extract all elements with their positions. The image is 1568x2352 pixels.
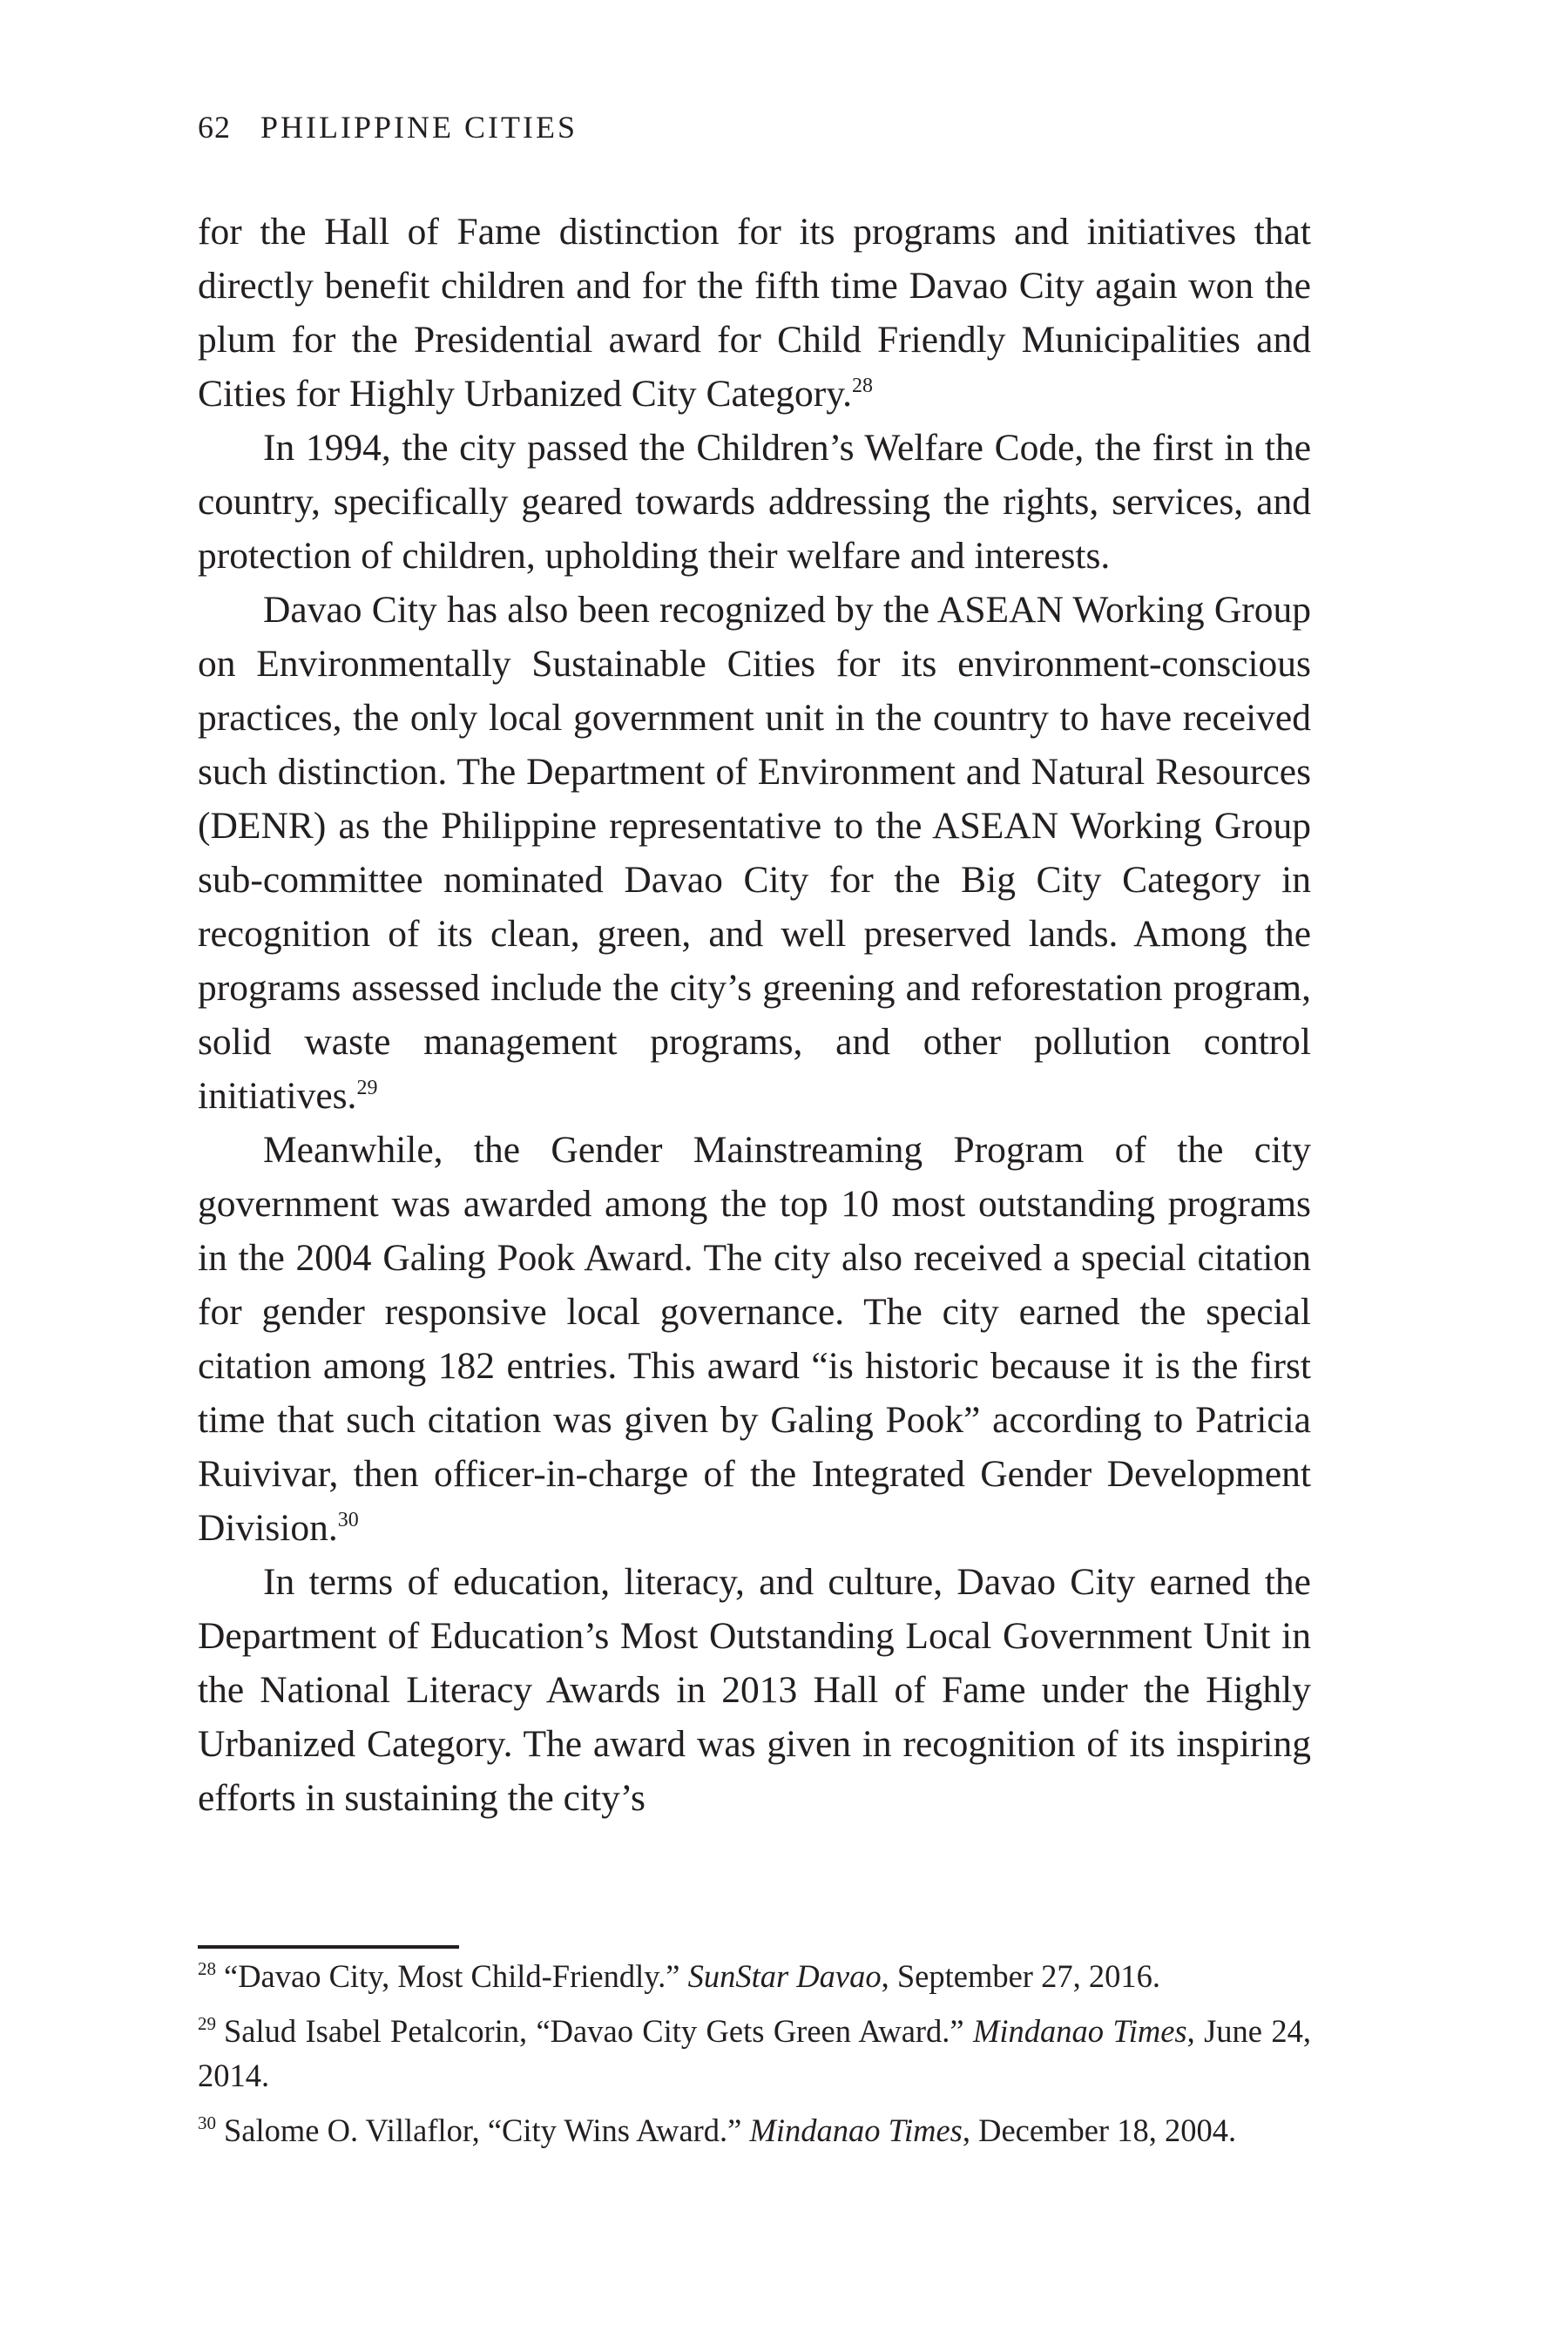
paragraph-text: In terms of education, literacy, and culture, Davao City earned the Department of Education’s Most Outstanding Local Government Unit in the National Literacy Awards in 2013 Hall of Fame under the Highly Urbanized Category. The award was given in recognition of its inspiring efforts in sustaining the city’s <box>198 1561 1311 1819</box>
body-text <box>198 205 1311 1825</box>
paragraph-2 <box>198 421 1311 583</box>
footnote-date: , December 18, 2004. <box>962 2112 1237 2148</box>
page-number: 62 <box>198 110 231 145</box>
footnote-30 <box>198 2108 1311 2153</box>
footnote-date: , June 24, 2014. <box>198 2013 1311 2093</box>
footnote-date: , September 27, 2016. <box>881 1958 1160 1994</box>
footnote-reference[interactable]: 30 <box>337 1509 359 1531</box>
paragraph-5 <box>198 1555 1311 1825</box>
paragraph-3 <box>198 583 1311 1123</box>
running-title: PHILIPPINE CITIES <box>260 110 578 145</box>
footnote-number: 28 <box>198 1958 216 1979</box>
footnote-separator-rule <box>198 1945 459 1949</box>
footnote-number: 30 <box>198 2112 216 2133</box>
paragraph-1 <box>198 205 1311 421</box>
footnotes <box>198 1954 1311 2163</box>
footnote-source-title: SunStar Davao <box>687 1958 882 1994</box>
footnote-number: 29 <box>198 2013 216 2034</box>
running-head <box>198 103 578 152</box>
footnote-reference[interactable]: 29 <box>356 1077 378 1099</box>
footnote-source-title: Mindanao Times <box>973 2013 1187 2049</box>
footnote-text: “Davao City, Most Child-Friendly.” <box>224 1958 688 1994</box>
paragraph-text: Davao City has also been recognized by the ASEAN Working Group on Environmentally Sustainable Cities for its environment-conscious practices, the only local government unit in the country to have received such distinction. The Department of Environment and Natural Resources (DENR) as the Philippine representative to the ASEAN Working Group sub-committee nominated Davao City for the Big City Category in recognition of its clean, green, and well preserved lands. Among the programs assessed include the city’s greening and reforestation program, solid waste management programs, and other pollution control initiatives. <box>198 589 1311 1117</box>
footnote-28 <box>198 1954 1311 1998</box>
paragraph-text: Meanwhile, the Gender Mainstreaming Program of the city government was awarded among the top 10 most outstanding programs in the 2004 Galing Pook Award. The city also received a special citation for gender responsive local governance. The city earned the special citation among 182 entries. This award “is historic because it is the first time that such citation was given by Galing Pook” according to Patricia Ruivivar, then officer-in-charge of the Integrated Gender Development Division. <box>198 1129 1311 1549</box>
footnote-source-title: Mindanao Times <box>749 2112 963 2148</box>
footnote-reference[interactable]: 28 <box>852 375 874 397</box>
paragraph-4 <box>198 1123 1311 1555</box>
paragraph-text: for the Hall of Fame distinction for its programs and initiatives that directly benefit children and for the fifth time Davao City again won the plum for the Presidential award for Child Friendly Municipalities and Cities for Highly Urbanized City Category. <box>198 211 1311 415</box>
paragraph-text: In 1994, the city passed the Children’s Welfare Code, the first in the country, specifically geared towards addressing the rights, services, and protection of children, upholding their welfare and interests. <box>198 427 1311 577</box>
footnote-text: Salud Isabel Petalcorin, “Davao City Gets Green Award.” <box>224 2013 973 2049</box>
footnote-text: Salome O. Villaflor, “City Wins Award.” <box>224 2112 750 2148</box>
footnote-29 <box>198 2009 1311 2098</box>
